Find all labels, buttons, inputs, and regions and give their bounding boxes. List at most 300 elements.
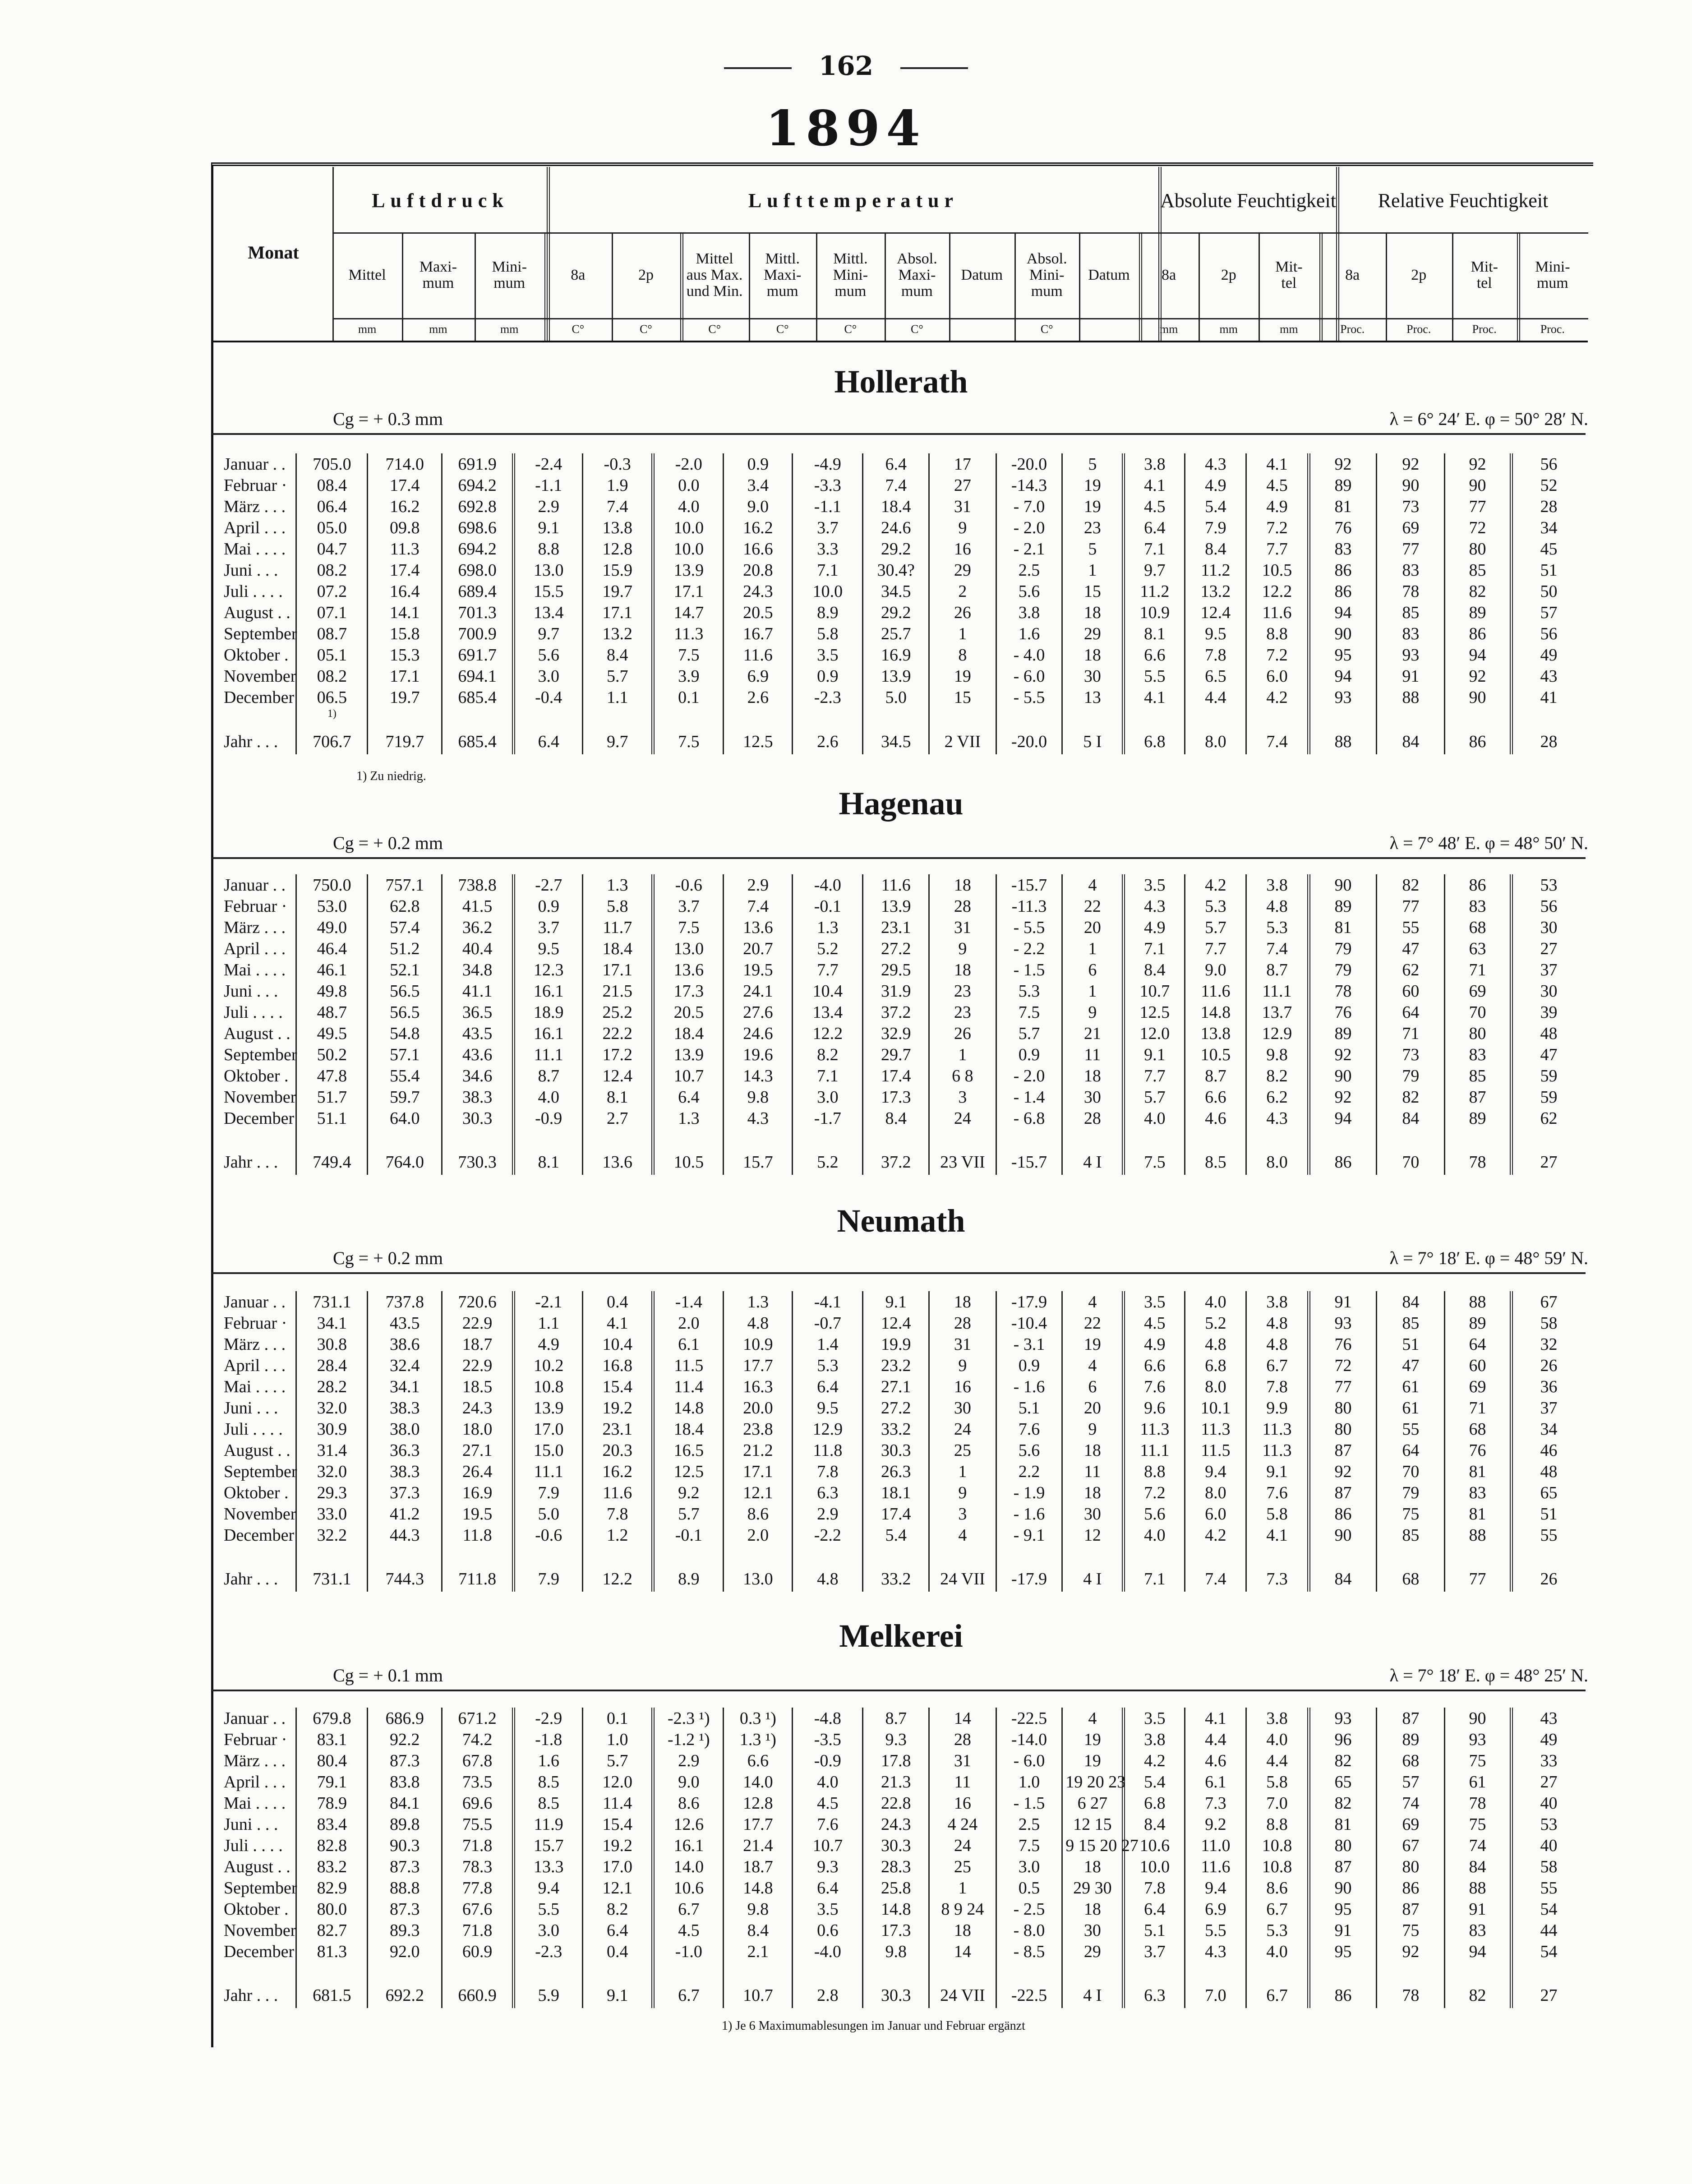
value-cell: 4.0 [1124, 1524, 1185, 1546]
value-cell: 10.6 [1124, 1835, 1185, 1856]
value-cell: 7.7 [1185, 938, 1246, 959]
value-cell: -14.0 [996, 1729, 1062, 1750]
value-cell: 12.2 [583, 1557, 653, 1592]
value-cell: 13.0 [724, 1557, 793, 1592]
value-cell: 14 [929, 1941, 996, 1962]
value-cell: 94 [1309, 665, 1377, 687]
value-cell [1062, 708, 1124, 720]
value-cell: 7.1 [793, 1065, 863, 1086]
value-cell: 20.0 [724, 1397, 793, 1418]
value-cell: 16.1 [653, 1835, 724, 1856]
value-cell [724, 1129, 793, 1140]
value-cell: 7.8 [583, 1503, 653, 1524]
column-unit-3: mm [500, 323, 519, 336]
value-cell: 17.4 [863, 1065, 929, 1086]
value-cell: 45 [1511, 538, 1585, 559]
value-cell: 15.0 [514, 1440, 583, 1461]
value-cell: 57.1 [368, 1044, 442, 1065]
value-cell: 1.3 [583, 874, 653, 896]
value-cell: 75 [1445, 1814, 1512, 1835]
value-cell [1511, 1546, 1585, 1557]
column-header-1: Mittel [348, 267, 386, 284]
value-cell: 90 [1445, 687, 1512, 708]
station-table [220, 874, 1585, 1175]
value-cell: 90 [1377, 475, 1445, 496]
value-cell: 13.0 [514, 559, 583, 581]
value-cell: 4.2 [1246, 687, 1309, 708]
value-cell [653, 1546, 724, 1557]
value-cell: -2.7 [514, 874, 583, 896]
month-cell [220, 708, 296, 720]
value-cell: 18 [1062, 1440, 1124, 1461]
value-cell: 24.6 [863, 517, 929, 538]
value-cell: 19 20 23 [1062, 1771, 1124, 1792]
value-cell: 40 [1511, 1835, 1585, 1856]
value-cell: 4 [1062, 1291, 1124, 1312]
value-cell: 13 [1062, 687, 1124, 708]
month-cell: Mai . . . . [224, 1377, 286, 1396]
value-cell: 16.1 [514, 980, 583, 1002]
value-cell: 711.8 [442, 1557, 513, 1592]
value-cell: 80 [1445, 1023, 1512, 1044]
value-cell: 4.2 [1124, 1750, 1185, 1771]
value-cell: 8.6 [724, 1503, 793, 1524]
station-title: Melkerei [839, 1618, 963, 1654]
value-cell: 32.9 [863, 1023, 929, 1044]
column-header-13: 8a [1162, 267, 1176, 284]
value-cell: 5.5 [1124, 665, 1185, 687]
value-cell [929, 708, 996, 720]
value-cell: 18.5 [442, 1376, 513, 1397]
value-cell: 59.7 [368, 1086, 442, 1108]
value-cell: 95 [1309, 644, 1377, 665]
value-cell: 76 [1309, 1334, 1377, 1355]
value-cell: 28 [1511, 720, 1585, 754]
value-cell: 8.4 [1124, 1814, 1185, 1835]
column-unit-11: C° [1040, 323, 1053, 336]
value-cell: 9.8 [724, 1086, 793, 1108]
value-cell: -0.9 [793, 1750, 863, 1771]
value-cell: 6.2 [1246, 1086, 1309, 1108]
value-cell: 737.8 [368, 1291, 442, 1312]
value-cell: 29.3 [296, 1482, 368, 1503]
value-cell [583, 708, 653, 720]
value-cell: 13.3 [514, 1856, 583, 1877]
value-cell: 4.5 [653, 1920, 724, 1941]
value-cell: 73.5 [442, 1771, 513, 1792]
value-cell [996, 1546, 1062, 1557]
value-cell: 5.3 [1246, 917, 1309, 938]
value-cell [1377, 708, 1445, 720]
value-cell [793, 708, 863, 720]
value-cell: 4.4 [1246, 1750, 1309, 1771]
value-cell: 13.6 [724, 917, 793, 938]
value-cell: 41 [1511, 687, 1585, 708]
value-cell: 53 [1511, 1814, 1585, 1835]
value-cell: 18 [1062, 1856, 1124, 1877]
station-cg: Cg = + 0.2 mm [333, 833, 443, 853]
value-cell: 75.5 [442, 1814, 513, 1835]
value-cell: 4.1 [583, 1312, 653, 1334]
value-cell: 91 [1309, 1291, 1377, 1312]
value-cell: 6.5 [1185, 665, 1246, 687]
month-cell: August . . [224, 1857, 290, 1876]
value-cell: -22.5 [996, 1708, 1062, 1729]
value-cell: 10.7 [724, 1974, 793, 2008]
value-cell: 78.9 [296, 1792, 368, 1814]
value-cell: 47 [1377, 938, 1445, 959]
column-unit-15: mm [1280, 323, 1298, 336]
value-cell: 69 [1445, 980, 1512, 1002]
value-cell: - 7.0 [996, 496, 1062, 517]
value-cell: 2 VII [929, 720, 996, 754]
value-cell: 17.4 [863, 1503, 929, 1524]
value-cell: 0.9 [514, 896, 583, 917]
value-cell: 90.3 [368, 1835, 442, 1856]
value-cell: 30 [1062, 1503, 1124, 1524]
column-header-11: Absol. Mini- mum [1026, 250, 1067, 300]
value-cell: 10.0 [653, 517, 724, 538]
value-cell: 48.7 [296, 1002, 368, 1023]
value-cell: 29.2 [863, 538, 929, 559]
value-cell: 70 [1377, 1140, 1445, 1175]
value-cell: 5.7 [1185, 917, 1246, 938]
value-cell: 95 [1309, 1941, 1377, 1962]
value-cell: 8.1 [583, 1086, 653, 1108]
value-cell: 16.9 [863, 644, 929, 665]
value-cell: 9 15 20 27 [1062, 1835, 1124, 1856]
value-cell: 26 [929, 1023, 996, 1044]
value-cell: 660.9 [442, 1974, 513, 2008]
value-cell: 11.1 [1246, 980, 1309, 1002]
value-cell: 43 [1511, 665, 1585, 687]
value-cell: 9.4 [514, 1877, 583, 1898]
value-cell: 11.6 [1246, 602, 1309, 623]
value-cell: 4.9 [1124, 1334, 1185, 1355]
value-cell: 88.8 [368, 1877, 442, 1898]
value-cell: 7.1 [1124, 538, 1185, 559]
value-cell [1246, 1962, 1309, 1974]
table-row [220, 538, 1585, 559]
value-cell: 15 [929, 687, 996, 708]
value-cell: 22.2 [583, 1023, 653, 1044]
value-cell: 57.4 [368, 917, 442, 938]
value-cell: 3.9 [653, 665, 724, 687]
value-cell: 80 [1309, 1418, 1377, 1440]
value-cell: 74.2 [442, 1729, 513, 1750]
value-cell: 11.8 [442, 1524, 513, 1546]
value-cell: 8.9 [653, 1557, 724, 1592]
value-cell: 19 [1062, 1334, 1124, 1355]
column-header-12: Datum [1088, 267, 1130, 284]
value-cell: 10.0 [793, 581, 863, 602]
value-cell: 2.2 [996, 1461, 1062, 1482]
value-cell: 15.3 [368, 644, 442, 665]
value-cell: 4.3 [1124, 896, 1185, 917]
value-cell: 61 [1377, 1376, 1445, 1397]
value-cell: 69 [1377, 517, 1445, 538]
value-cell: 76 [1309, 517, 1377, 538]
value-cell: -22.5 [996, 1974, 1062, 2008]
value-cell: 694.1 [442, 665, 513, 687]
value-cell: 5.3 [1185, 896, 1246, 917]
value-cell: 17.1 [653, 581, 724, 602]
value-cell: 691.9 [442, 453, 513, 475]
column-unit-4: C° [572, 323, 585, 336]
value-cell: 24.3 [442, 1397, 513, 1418]
value-cell: 2.9 [514, 496, 583, 517]
value-cell: 7.6 [1246, 1482, 1309, 1503]
value-cell: 19.5 [724, 959, 793, 980]
value-cell: 82 [1309, 1792, 1377, 1814]
value-cell [1445, 1546, 1512, 1557]
value-cell: 7.7 [1124, 1065, 1185, 1086]
value-cell: 12.9 [793, 1418, 863, 1440]
header-luftdruck: Luftdruck [372, 189, 509, 212]
value-cell: - 1.4 [996, 1086, 1062, 1108]
table-row [220, 1376, 1585, 1397]
value-cell: 7.9 [514, 1557, 583, 1592]
value-cell: 1 [929, 1044, 996, 1065]
value-cell: 79 [1309, 938, 1377, 959]
value-cell: 749.4 [296, 1140, 368, 1175]
value-cell: 11.3 [368, 538, 442, 559]
value-cell [1124, 708, 1185, 720]
value-cell: 27 [1511, 1771, 1585, 1792]
value-cell: 12.5 [724, 720, 793, 754]
value-cell: 11 [1062, 1044, 1124, 1065]
value-cell: -0.1 [653, 1524, 724, 1546]
value-cell: 22 [1062, 1312, 1124, 1334]
value-cell: 7.0 [1246, 1792, 1309, 1814]
value-cell [863, 1129, 929, 1140]
value-cell: 30 [1062, 1920, 1124, 1941]
column-header-7: Mittl. Maxi- mum [764, 250, 802, 300]
value-cell: 3.7 [1124, 1941, 1185, 1962]
value-cell: - 1.9 [996, 1482, 1062, 1503]
station-coordinates: λ = 6° 24′ E. φ = 50° 28′ N. [1389, 409, 1588, 429]
value-cell [996, 1129, 1062, 1140]
value-cell [1124, 1546, 1185, 1557]
table-row [220, 644, 1585, 665]
value-cell: 4.8 [1246, 1334, 1309, 1355]
value-cell: 5.5 [1185, 1920, 1246, 1941]
value-cell: 12.0 [1124, 1023, 1185, 1044]
table-row [220, 1002, 1585, 1023]
value-cell: 6.4 [1124, 517, 1185, 538]
value-cell: 33.0 [296, 1503, 368, 1524]
value-cell: 9.0 [653, 1771, 724, 1792]
value-cell: - 8.0 [996, 1920, 1062, 1941]
value-cell: 19.6 [724, 1044, 793, 1065]
value-cell: 89 [1309, 896, 1377, 917]
value-cell: 10.9 [1124, 602, 1185, 623]
value-cell: 21.5 [583, 980, 653, 1002]
month-cell [220, 1129, 296, 1140]
value-cell: 9.7 [514, 623, 583, 644]
column-header-3: Mini- mum [492, 259, 527, 291]
table-row [220, 896, 1585, 917]
value-cell [996, 708, 1062, 720]
header-relative-feuchtigkeit: Relative Feuchtigkeit [1378, 189, 1549, 212]
month-cell: August . . [224, 603, 290, 622]
value-cell: -10.4 [996, 1312, 1062, 1334]
value-cell [1445, 1962, 1512, 1974]
column-header-4: 8a [571, 267, 586, 284]
value-cell: 49 [1511, 644, 1585, 665]
value-cell: 65 [1511, 1482, 1585, 1503]
value-cell: 83.1 [296, 1729, 368, 1750]
value-cell: - 2.2 [996, 938, 1062, 959]
table-row [220, 1750, 1585, 1771]
value-cell: 18 [929, 874, 996, 896]
value-cell: 11.4 [583, 1792, 653, 1814]
value-cell: 91 [1377, 665, 1445, 687]
value-cell: 0.9 [793, 665, 863, 687]
value-cell: 691.7 [442, 644, 513, 665]
value-cell [1246, 708, 1309, 720]
value-cell: 4 I [1062, 1557, 1124, 1592]
value-cell: 685.4 [442, 720, 513, 754]
value-cell [296, 1962, 368, 1974]
value-cell: 10.1 [1185, 1397, 1246, 1418]
value-cell: 11.6 [1185, 980, 1246, 1002]
value-cell: 701.3 [442, 602, 513, 623]
value-cell: 89 [1445, 602, 1512, 623]
value-cell: 3.5 [793, 1898, 863, 1920]
value-cell: 77 [1445, 1557, 1512, 1592]
value-cell: 698.6 [442, 517, 513, 538]
year-heading: 1894 [765, 100, 927, 157]
column-header-14: 2p [1221, 267, 1236, 284]
value-cell: 92 [1445, 665, 1512, 687]
value-cell: 12.9 [1246, 1023, 1309, 1044]
value-cell: 78 [1309, 980, 1377, 1002]
value-cell: 0.9 [996, 1355, 1062, 1376]
value-cell: 64 [1377, 1440, 1445, 1461]
value-cell: 14 [929, 1708, 996, 1729]
column-header-2: Maxi- mum [419, 259, 457, 291]
value-cell: 49 [1511, 1729, 1585, 1750]
value-cell: 6 8 [929, 1065, 996, 1086]
value-cell: 46.1 [296, 959, 368, 980]
value-cell: - 6.0 [996, 665, 1062, 687]
value-cell: 33.2 [863, 1557, 929, 1592]
value-cell: 5.0 [863, 687, 929, 708]
rule [332, 232, 1588, 234]
value-cell: 54 [1511, 1941, 1585, 1962]
column-header-6: Mittel aus Max. und Min. [686, 250, 743, 300]
column-unit-7: C° [776, 323, 789, 336]
column-header-10: Datum [961, 267, 1003, 284]
value-cell: 4.0 [1124, 1108, 1185, 1129]
value-cell: 34.5 [863, 581, 929, 602]
value-cell: 4.1 [1124, 475, 1185, 496]
value-cell: 23 [1062, 517, 1124, 538]
table-row [220, 1856, 1585, 1877]
value-cell: 80 [1445, 538, 1512, 559]
value-cell: 41.1 [442, 980, 513, 1002]
value-cell [296, 1129, 368, 1140]
value-cell: 44 [1511, 1920, 1585, 1941]
value-cell: 83 [1445, 896, 1512, 917]
value-cell: 88 [1377, 687, 1445, 708]
value-cell: 75 [1377, 1503, 1445, 1524]
value-cell: 80.0 [296, 1898, 368, 1920]
value-cell: 13.7 [1246, 1002, 1309, 1023]
value-cell: 1.2 [583, 1524, 653, 1546]
value-cell: 5.3 [1246, 1920, 1309, 1941]
value-cell: 18.4 [653, 1023, 724, 1044]
value-cell: 2.5 [996, 1814, 1062, 1835]
value-cell: 6.0 [1185, 1503, 1246, 1524]
table-row [220, 1814, 1585, 1835]
value-cell: -17.9 [996, 1291, 1062, 1312]
value-cell: 67.8 [442, 1750, 513, 1771]
value-cell: 84 [1445, 1856, 1512, 1877]
value-cell: 5.8 [1246, 1771, 1309, 1792]
value-cell: 86 [1445, 874, 1512, 896]
value-cell: 11.6 [1185, 1856, 1246, 1877]
value-cell: 6.7 [653, 1898, 724, 1920]
month-cell: December [224, 688, 295, 707]
value-cell: 4.3 [1185, 453, 1246, 475]
value-cell [1062, 1546, 1124, 1557]
value-cell: 4 [1062, 1708, 1124, 1729]
month-cell: Februar · [224, 1730, 287, 1749]
value-cell: 12.6 [653, 1814, 724, 1835]
value-cell: 6 27 [1062, 1792, 1124, 1814]
value-cell: -4.0 [793, 1941, 863, 1962]
value-cell: -11.3 [996, 896, 1062, 917]
value-cell: 92.2 [368, 1729, 442, 1750]
value-cell: 31.9 [863, 980, 929, 1002]
value-cell: 71 [1377, 1023, 1445, 1044]
month-cell: Jahr . . . [224, 1153, 278, 1172]
value-cell: 4.1 [1246, 453, 1309, 475]
value-cell: 12.4 [863, 1312, 929, 1334]
value-cell: 52.1 [368, 959, 442, 980]
value-cell: 62 [1511, 1108, 1585, 1129]
month-cell: September [224, 1878, 297, 1898]
value-cell: 5.1 [1124, 1920, 1185, 1941]
station-coordinates: λ = 7° 48′ E. φ = 48° 50′ N. [1389, 833, 1588, 853]
rule [212, 341, 1588, 342]
value-cell: 60 [1445, 1355, 1512, 1376]
value-cell: 86 [1309, 1140, 1377, 1175]
value-cell: 59 [1511, 1065, 1585, 1086]
value-cell: 6.4 [1124, 1898, 1185, 1920]
value-cell: 18.4 [863, 496, 929, 517]
value-cell: 6.3 [1124, 1974, 1185, 2008]
value-cell: 13.0 [653, 938, 724, 959]
value-cell: 1.3 [724, 1291, 793, 1312]
value-cell [1185, 1546, 1246, 1557]
value-cell: 25.2 [583, 1002, 653, 1023]
value-cell: 17.1 [368, 665, 442, 687]
value-cell: 89 [1377, 1729, 1445, 1750]
month-cell: Oktober . [224, 1066, 289, 1085]
rule [1319, 233, 1323, 341]
value-cell: 73 [1377, 496, 1445, 517]
value-cell: 24 [929, 1418, 996, 1440]
value-cell [1124, 1962, 1185, 1974]
month-cell: Juli . . . . [224, 1836, 283, 1855]
value-cell: 9.8 [724, 1898, 793, 1920]
value-cell: 11.3 [1185, 1418, 1246, 1440]
value-cell: 11.9 [514, 1814, 583, 1835]
value-cell: 46 [1511, 1440, 1585, 1461]
